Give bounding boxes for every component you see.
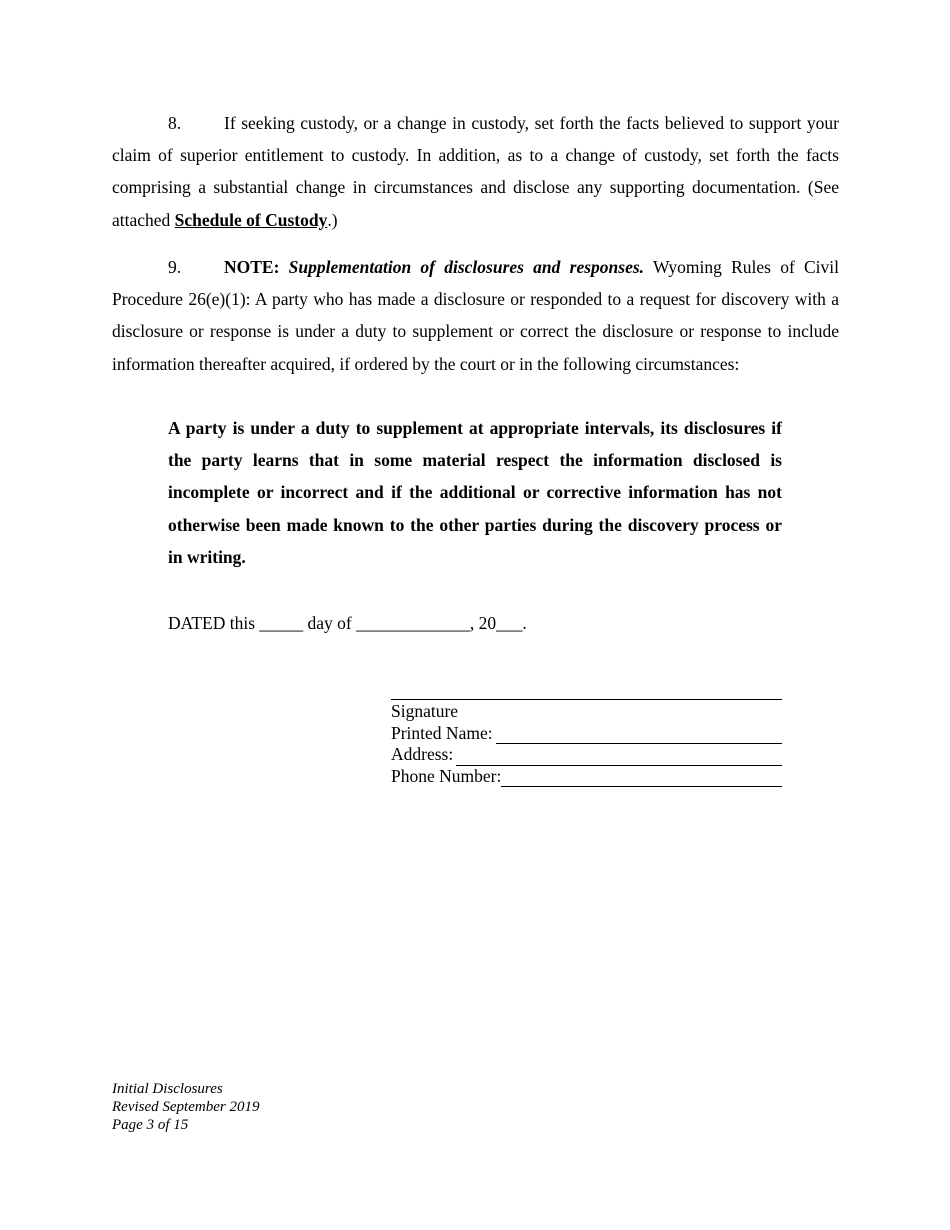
- item-8-text-end: .): [327, 209, 338, 230]
- phone-row: [391, 766, 782, 788]
- printed-name-label: Printed Name:: [391, 722, 493, 743]
- item-8-paragraph: [112, 107, 839, 236]
- rule-quote: A party is under a duty to supplement at appropriate intervals, its disclosures if the party learns that in some material respect the information disclosed is incomplete or incorrect and if the additional or corrective information has not otherwise been made known to the other parties during the discovery process or in writing.: [168, 418, 782, 567]
- item-8-number: 8.: [168, 113, 182, 133]
- note-title: Supplementation of disclosures and responses.: [288, 257, 645, 277]
- signature-label: Signature: [391, 701, 459, 721]
- dated-line: DATED this _____ day of _____________, 20___.: [168, 613, 527, 633]
- note-label: NOTE:: [224, 257, 280, 277]
- footer-title: Initial Disclosures: [112, 1081, 223, 1097]
- item-9-text: Wyoming Rules of Civil Procedure 26(e)(1): A party who has made a disclosure or responded to a request for discovery with a disclosure or response is under a duty to supplement or correct the disclosure or response to include information thereafter acquired, if ordered by the court or in the following circumstances:: [112, 257, 840, 374]
- printed-name-field[interactable]: [496, 728, 782, 744]
- schedule-of-custody-reference: Schedule of Custody: [174, 209, 328, 230]
- item-9-paragraph: [112, 251, 839, 380]
- signature-block: [391, 680, 782, 787]
- item-9-number: 9.: [168, 257, 182, 277]
- signature-label-row: [391, 701, 782, 723]
- page-footer: [112, 1080, 259, 1134]
- address-row: [391, 744, 782, 766]
- footer-page-number: Page 3 of 15: [112, 1117, 189, 1133]
- footer-revised: Revised September 2019: [112, 1099, 260, 1115]
- address-label: Address:: [391, 744, 454, 764]
- phone-field[interactable]: [501, 771, 782, 787]
- phone-label: Phone Number:: [391, 765, 502, 786]
- address-field[interactable]: [456, 750, 782, 766]
- signature-line[interactable]: [391, 680, 782, 700]
- printed-name-row: [391, 723, 782, 745]
- item-8-text: If seeking custody, or a change in custody, set forth the facts believed to support your claim of superior entitlement to custody. In addition, as to a change of custody, set forth the facts comprising a substantial change in circumstances and disclose any supporting documentation. (See attached: [112, 113, 839, 230]
